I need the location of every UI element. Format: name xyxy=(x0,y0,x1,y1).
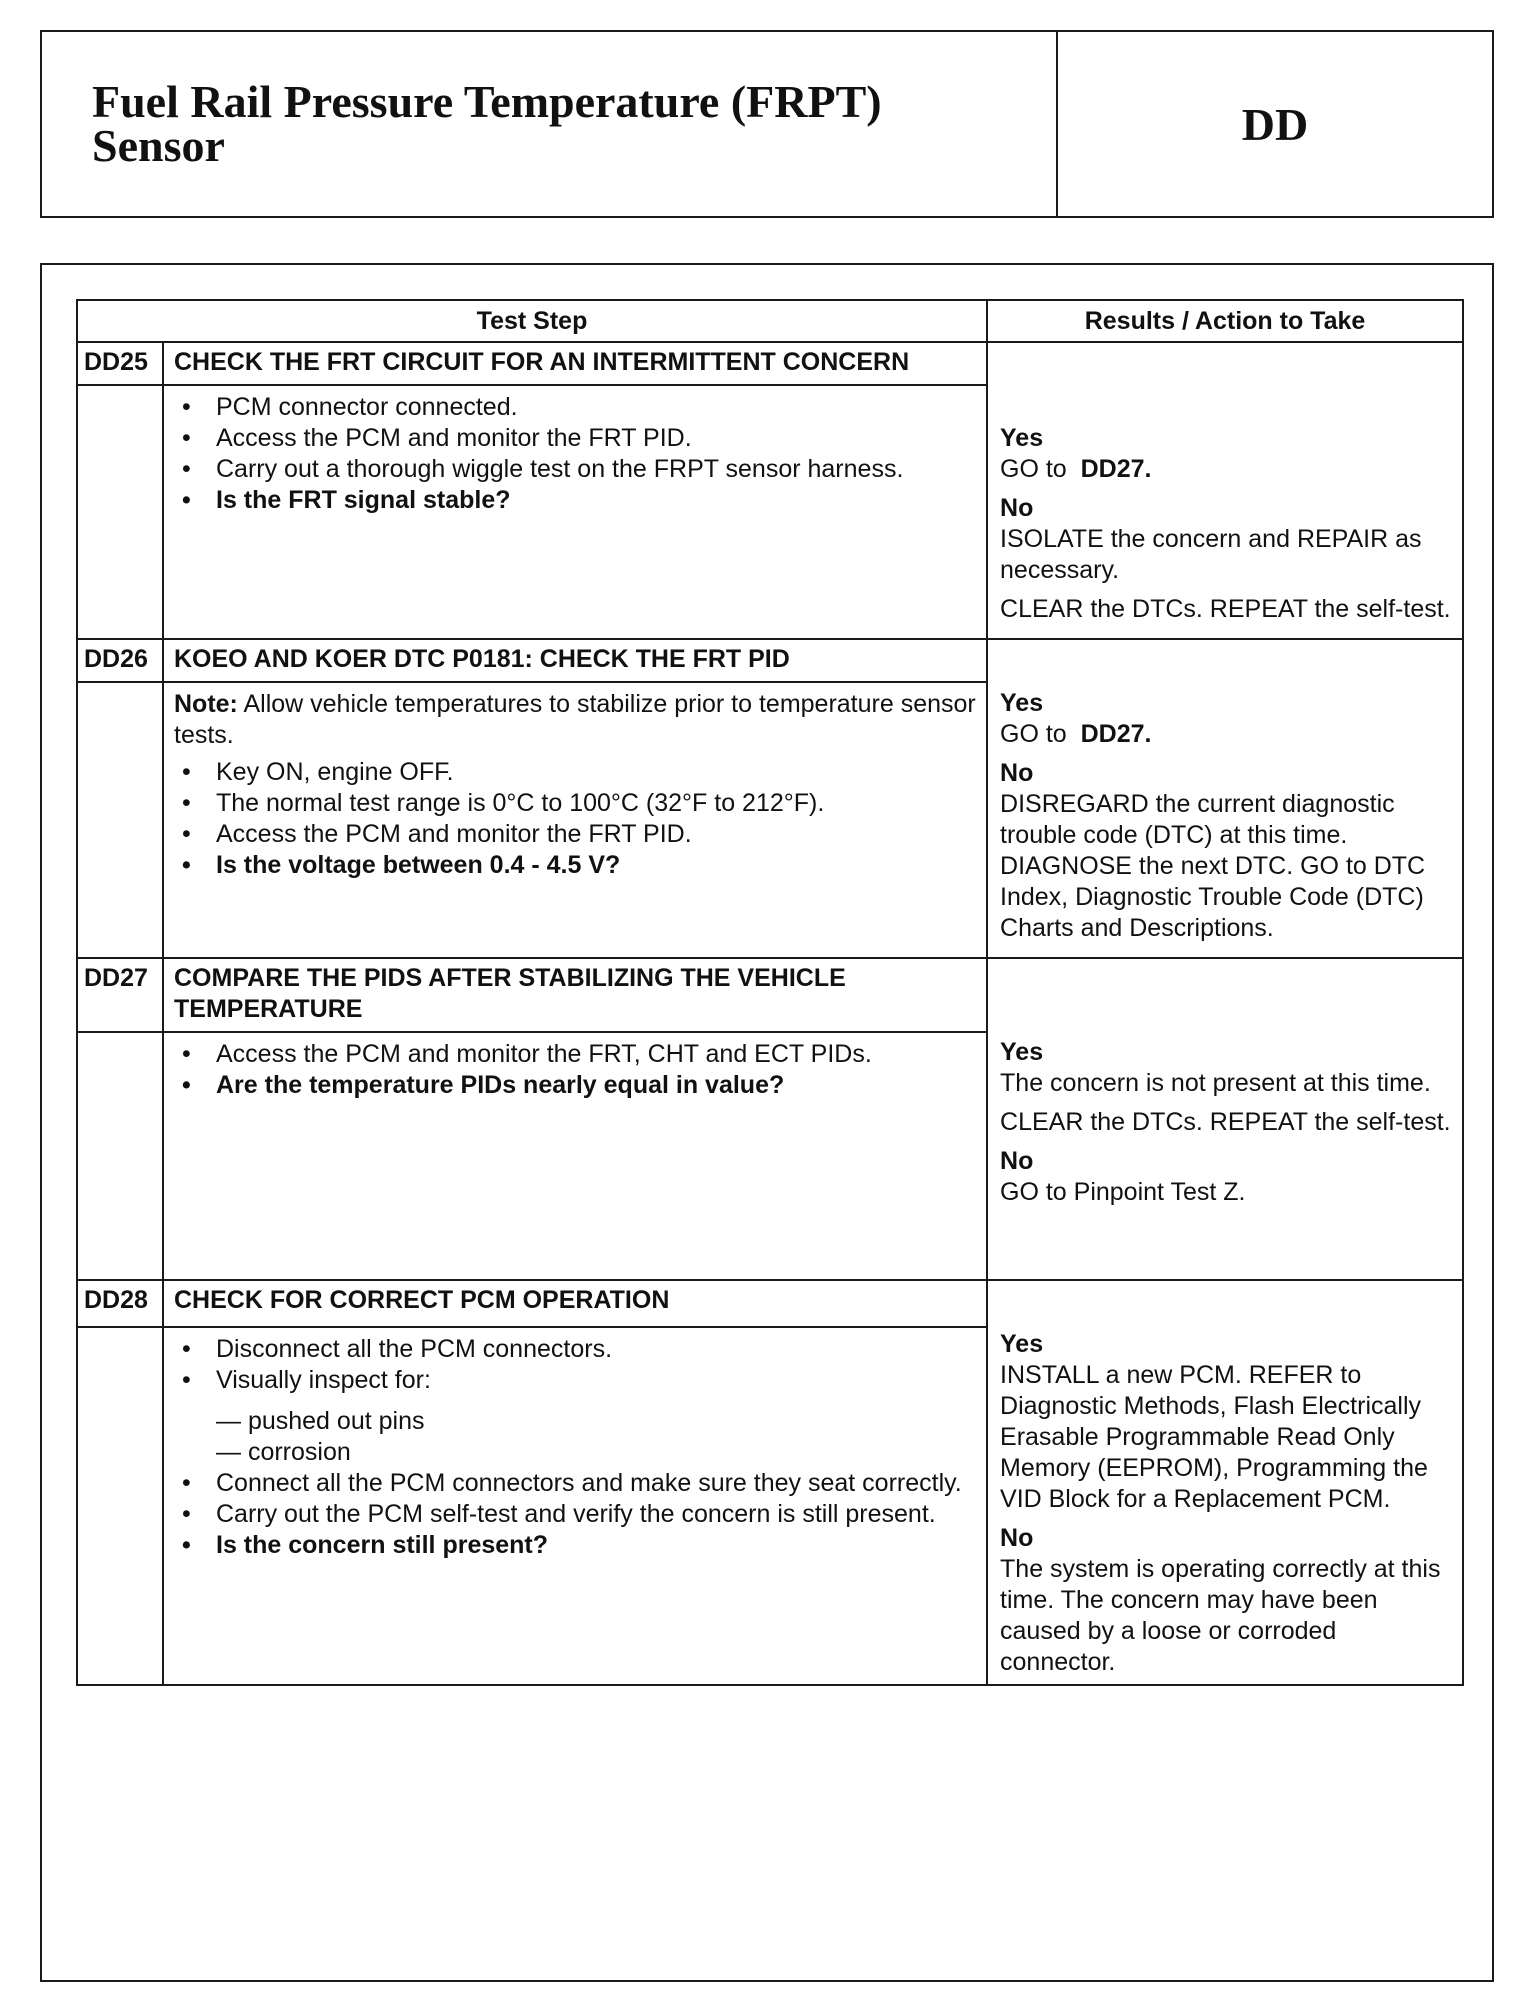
yes-action: The concern is not present at this time. xyxy=(1000,1069,1431,1097)
step-result xyxy=(987,1280,1463,1685)
no-action: GO to Pinpoint Test Z. xyxy=(1000,1178,1246,1206)
no-label: No xyxy=(1000,1147,1034,1175)
step-number-blank xyxy=(77,1032,163,1280)
yes-ref: DD27. xyxy=(1080,455,1152,483)
list-item: • Visually inspect for: xyxy=(174,1365,976,1396)
no-label: No xyxy=(1000,1524,1034,1552)
list-item: • PCM connector connected. xyxy=(174,392,976,423)
sub-item: — pushed out pins xyxy=(216,1407,425,1435)
no-action-2: CLEAR the DTCs. REPEAT the self-test. xyxy=(1000,595,1451,623)
step-title: CHECK THE FRT CIRCUIT FOR AN INTERMITTENT CONCERN xyxy=(163,342,987,385)
step-bullets xyxy=(174,1039,976,1101)
step-result xyxy=(987,958,1463,1280)
step-number: DD28 xyxy=(77,1280,163,1327)
step-number: DD25 xyxy=(77,342,163,385)
table-row xyxy=(77,1280,1463,1327)
yes-text: GO to xyxy=(1000,455,1067,483)
step-content xyxy=(163,385,987,639)
note-text: Allow vehicle temperatures to stabilize prior to temperature sensor tests. xyxy=(174,690,976,749)
list-item: • Carry out the PCM self-test and verify the concern is still present. xyxy=(174,1499,976,1530)
list-item: • Carry out a thorough wiggle test on the FRPT sensor harness. xyxy=(174,454,976,485)
no-action: The system is operating correctly at this time. The concern may have been caused by a loose or corroded connector. xyxy=(1000,1555,1441,1676)
page-title-line1: Fuel Rail Pressure Temperature (FRPT) xyxy=(92,76,882,127)
list-item: • Access the PCM and monitor the FRT PID. xyxy=(174,423,976,454)
table-row xyxy=(77,342,1463,385)
step-question: • Are the temperature PIDs nearly equal in value? xyxy=(174,1070,976,1101)
header-box xyxy=(40,30,1494,218)
step-content xyxy=(163,1032,987,1280)
step-number-blank xyxy=(77,682,163,958)
step-number-blank xyxy=(77,1327,163,1685)
col-header-test-step: Test Step xyxy=(77,300,987,342)
step-bullets xyxy=(174,392,976,516)
step-result xyxy=(987,639,1463,958)
no-label: No xyxy=(1000,759,1034,787)
col-header-results: Results / Action to Take xyxy=(987,300,1463,342)
yes-action: INSTALL a new PCM. REFER to Diagnostic Methods, Flash Electrically Erasable Programmable Read Only Memory (EEPROM), Programming the VID Block for a Replacement PCM. xyxy=(1000,1361,1428,1513)
step-content xyxy=(163,682,987,958)
page-title xyxy=(42,32,1058,216)
step-question: • Is the FRT signal stable? xyxy=(174,485,976,516)
yes-label: Yes xyxy=(1000,1038,1044,1066)
step-title: KOEO AND KOER DTC P0181: CHECK THE FRT PID xyxy=(163,639,987,682)
section-code: DD xyxy=(1241,98,1309,150)
step-title: COMPARE THE PIDS AFTER STABILIZING THE VEHICLE TEMPERATURE xyxy=(163,958,987,1032)
test-frame xyxy=(40,263,1494,1982)
step-bullets xyxy=(174,757,976,881)
sub-list xyxy=(174,1406,976,1468)
step-result xyxy=(987,342,1463,639)
list-item: • Access the PCM and monitor the FRT, CHT and ECT PIDs. xyxy=(174,1039,976,1070)
no-action: ISOLATE the concern and REPAIR as necessary. xyxy=(1000,525,1422,584)
list-item: • Disconnect all the PCM connectors. xyxy=(174,1334,976,1365)
list-item: • The normal test range is 0°C to 100°C (32°F to 212°F). xyxy=(174,788,976,819)
yes-label: Yes xyxy=(1000,424,1044,452)
list-item: • Key ON, engine OFF. xyxy=(174,757,976,788)
sub-item: — corrosion xyxy=(216,1438,351,1466)
table-row xyxy=(77,639,1463,682)
table-row xyxy=(77,958,1463,1032)
step-content xyxy=(163,1327,987,1685)
step-number-blank xyxy=(77,385,163,639)
pinpoint-test-table xyxy=(76,299,1464,1686)
step-bullets-2 xyxy=(174,1468,976,1561)
yes-action-2: CLEAR the DTCs. REPEAT the self-test. xyxy=(1000,1108,1451,1136)
no-action: DISREGARD the current diagnostic trouble code (DTC) at this time. DIAGNOSE the next DTC. GO to DTC Index, Diagnostic Trouble Code (DTC) Charts and Descriptions. xyxy=(1000,790,1426,942)
yes-label: Yes xyxy=(1000,689,1044,717)
yes-ref: DD27. xyxy=(1080,720,1152,748)
yes-action xyxy=(1000,719,1456,750)
step-question: • Is the voltage between 0.4 - 4.5 V? xyxy=(174,850,976,881)
step-note xyxy=(174,689,976,751)
list-item: • Connect all the PCM connectors and make sure they seat correctly. xyxy=(174,1468,976,1499)
list-item: • Access the PCM and monitor the FRT PID. xyxy=(174,819,976,850)
table-header-row xyxy=(77,300,1463,342)
note-label: Note: xyxy=(174,690,238,718)
step-bullets xyxy=(174,1334,976,1396)
step-title: CHECK FOR CORRECT PCM OPERATION xyxy=(163,1280,987,1327)
page-title-line2: Sensor xyxy=(92,120,225,171)
no-label: No xyxy=(1000,494,1034,522)
step-question: • Is the concern still present? xyxy=(174,1530,976,1561)
yes-text: GO to xyxy=(1000,720,1067,748)
yes-action xyxy=(1000,454,1456,485)
yes-label: Yes xyxy=(1000,1330,1044,1358)
step-number: DD27 xyxy=(77,958,163,1032)
step-number: DD26 xyxy=(77,639,163,682)
